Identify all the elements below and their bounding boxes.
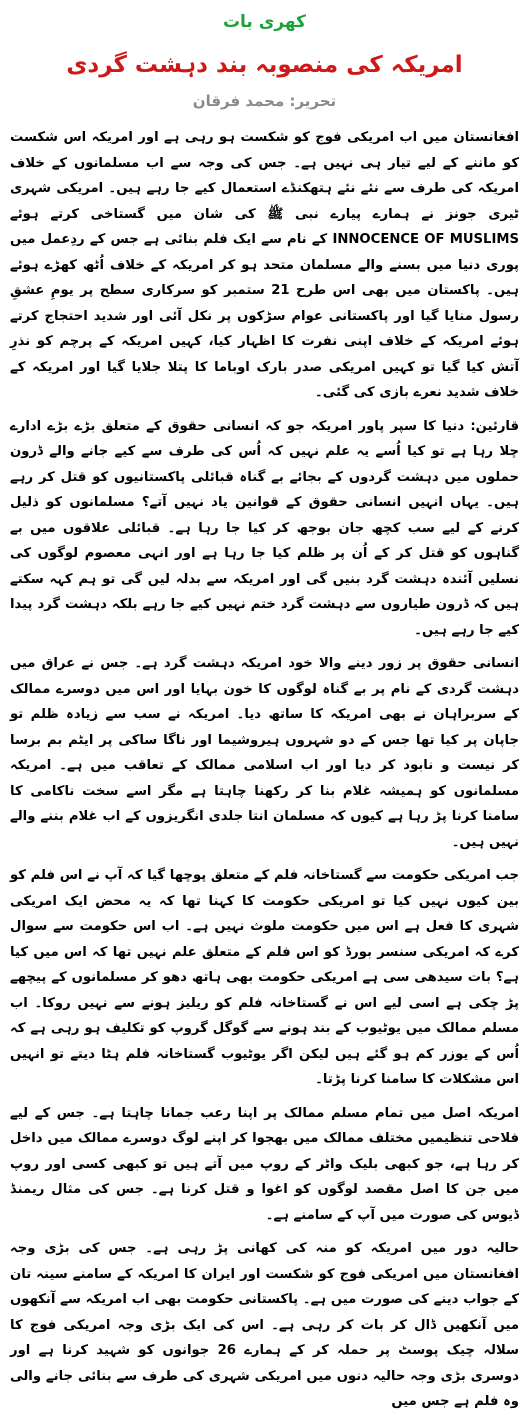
article-paragraph — [10, 125, 519, 406]
article-paragraph — [10, 1101, 519, 1229]
article-paragraph — [10, 1236, 519, 1415]
article-header — [10, 0, 519, 125]
article-paragraph — [10, 414, 519, 644]
paragraph-text: امریکہ اصل میں تمام مسلم ممالک پر اپنا رعب جمانا چاہتا ہے۔ جس کے لیے فلاحی تنظیمیں مختلف ممالک میں بھجوا کر اپنے لوگ دوسرے ممالک میں داخل کر رہا ہے، جو کبھی بلیک واٹر کے روپ میں آتے ہیں تو کبھی کسی اور روپ میں جن کا اصل مقصد لوگوں کو اغوا و قتل کرنا ہے۔ جس کی مثال ریمنڈ ڈیوس کی صورت میں آپ کے سامنے ہے۔ — [10, 1105, 519, 1223]
paragraph-text: افغانستان میں اب امریکی فوج کو شکست ہو رہی ہے اور امریکہ اس شکست کو ماننے کے لیے تیار ہی نہیں ہے۔ جس کی وجہ سے اب مسلمانوں کے خلاف امریکہ کی طرف سے نئے نئے ہتھکنڈے استعمال کیے جا رہے ہیں۔ امریکی شہری ٹیری جونز نے ہمارے پیارے نبی ﷺ کی شان میں گستاخی کرتے ہوئے INNOCENCE OF MUSLIMS کے نام سے ایک فلم بنائی ہے جس کے ردِعمل میں پوری دنیا میں بسنے والے مسلمان متحد ہو کر امریکہ کے خلاف اُٹھ کھڑے ہوئے ہیں۔ پاکستان میں بھی اس طرح 21 ستمبر کو سرکاری سطح پر یومِ عشقِ رسول منایا گیا اور پاکستانی عوام سڑکوں پر نکل آئی اور شدید احتجاج کرتے ہوئے امریکہ کے خلاف اپنی نفرت کا اظہار کیا، کہیں امریکہ کے پرچم کو نذرِ آتش کیا گیا تو کہیں امریکی صدر بارک اوباما کا پتلا جلایا گیا اور امریکہ کے خلاف شدید نعرے بازی کی گئی۔ — [10, 130, 519, 400]
paragraph-text: جب امریکی حکومت سے گستاخانہ فلم کے متعلق پوچھا گیا کہ آپ نے اس فلم کو بین کیوں نہیں کیا تو امریکی حکومت کا کہنا تھا کہ یہ محض ایک امریکی شہری کا فعل ہے اس میں حکومت ملوث نہیں ہے۔ اب اس حکومت سے سوال کرے کہ امریکی سنسر بورڈ کو اس فلم کے متعلق علم نہیں تھا کہ اس میں کیا ہے؟ بات سیدھی سی ہے امریکی حکومت بھی ہاتھ دھو کر مسلمانوں کے پیچھے پڑ چکی ہے اسی لیے اس نے گستاخانہ فلم کو ریلیز ہونے سے نہیں روکا۔ اب مسلم ممالک میں یوٹیوب کے بند ہونے سے گوگل گروپ کو تکلیف ہو رہی ہے کہ اُس کے یوزر کم ہو گئے ہیں لیکن اگر یوٹیوب گستاخانہ فلم ہٹا دیتے تو انہیں اس مشکلات کا سامنا کرنا پڑتا۔ — [10, 868, 519, 1087]
article-paragraph — [10, 863, 519, 1093]
paragraph-text: دنیا کا سپر پاور امریکہ جو کہ انسانی حقوق کے متعلق بڑے بڑے ادارے چلا رہا ہے تو کیا اُسے یہ علم نہیں کہ اُس کی طرف سے کیے جانے والے ڈرون حملوں میں دہشت گردوں کے بجائے بے گناہ قبائلی پاکستانیوں کو قتل کر رہے ہیں۔ یہاں انہیں انسانی حقوق کے قوانین یاد نہیں آتے؟ مسلمانوں کو ذلیل کرنے کے لیے سب کچھ جان بوجھ کر کیا جا رہا ہے۔ قبائلی علاقوں میں بے گناہوں کو قتل کر کے اُن پر ظلم کیا جا رہا ہے اور انہی معصوم لوگوں کی نسلیں آئندہ دہشت گرد بنیں گی اور امریکہ سے بدلہ لیں گی تو ہم کہہ سکتے ہیں کہ ڈرون طیاروں سے دہشت گرد ختم نہیں کیے جا رہے بلکہ دہشت گرد پیدا کیے جا رہے ہیں۔ — [10, 418, 519, 638]
article-body — [10, 125, 519, 1415]
paragraph-lead: قارئین: — [470, 418, 519, 434]
article-headline: امریکہ کی منصوبہ بند دہشت گردی — [66, 52, 463, 78]
column-name: کھری بات — [222, 12, 307, 32]
paragraph-text: حالیہ دور میں امریکہ کو منہ کی کھانی پڑ رہی ہے۔ جس کی بڑی وجہ افغانستان میں امریکی فوج کو شکست اور ایران کا امریکہ کے سامنے سینہ تان کے جواب دینے کی صورت میں ہے۔ پاکستانی حکومت بھی اب امریکہ سے آنکھوں میں آنکھیں ڈال کر بات کر رہی ہے۔ اس کی ایک بڑی وجہ امریکی فوج کا سلالہ چیک پوسٹ پر حملہ کر کے ہمارے 26 جوانوں کو شہید کرنا ہے اور دوسری بڑی وجہ حالیہ دنوں میں امریکی شہری کی طرف سے بنائی جانے والی وہ فلم ہے جس میں — [10, 1241, 519, 1409]
paragraph-text: انسانی حقوق پر زور دینے والا خود امریکہ دہشت گرد ہے۔ جس نے عراق میں دہشت گردی کے نام پر بے گناہ لوگوں کا خون بہایا اور اس میں دوسرے ممالک کے سربراہان نے بھی امریکہ کا ساتھ دیا۔ امریکہ نے سب سے زیادہ ظلم تو جاپان پر کیا تھا جس کے دو شہروں ہیروشیما اور ناگا ساکی پر ایٹم بم برسا کر نیست و نابود کر دیا اور اب اسلامی ممالک کے تعاقب میں ہے۔ امریکہ مسلمانوں کو ہمیشہ غلام بنا کر رکھنا چاہتا ہے مگر اسے سخت ناکامی کا سامنا کرنا پڑ رہا ہے کیوں کہ مسلمان انتا جلدی انگریزوں کے اب غلام بننے والے نہیں ہیں۔ — [10, 656, 519, 850]
author-byline: تحریر: محمد فرقان — [192, 92, 337, 110]
article-paragraph — [10, 651, 519, 855]
